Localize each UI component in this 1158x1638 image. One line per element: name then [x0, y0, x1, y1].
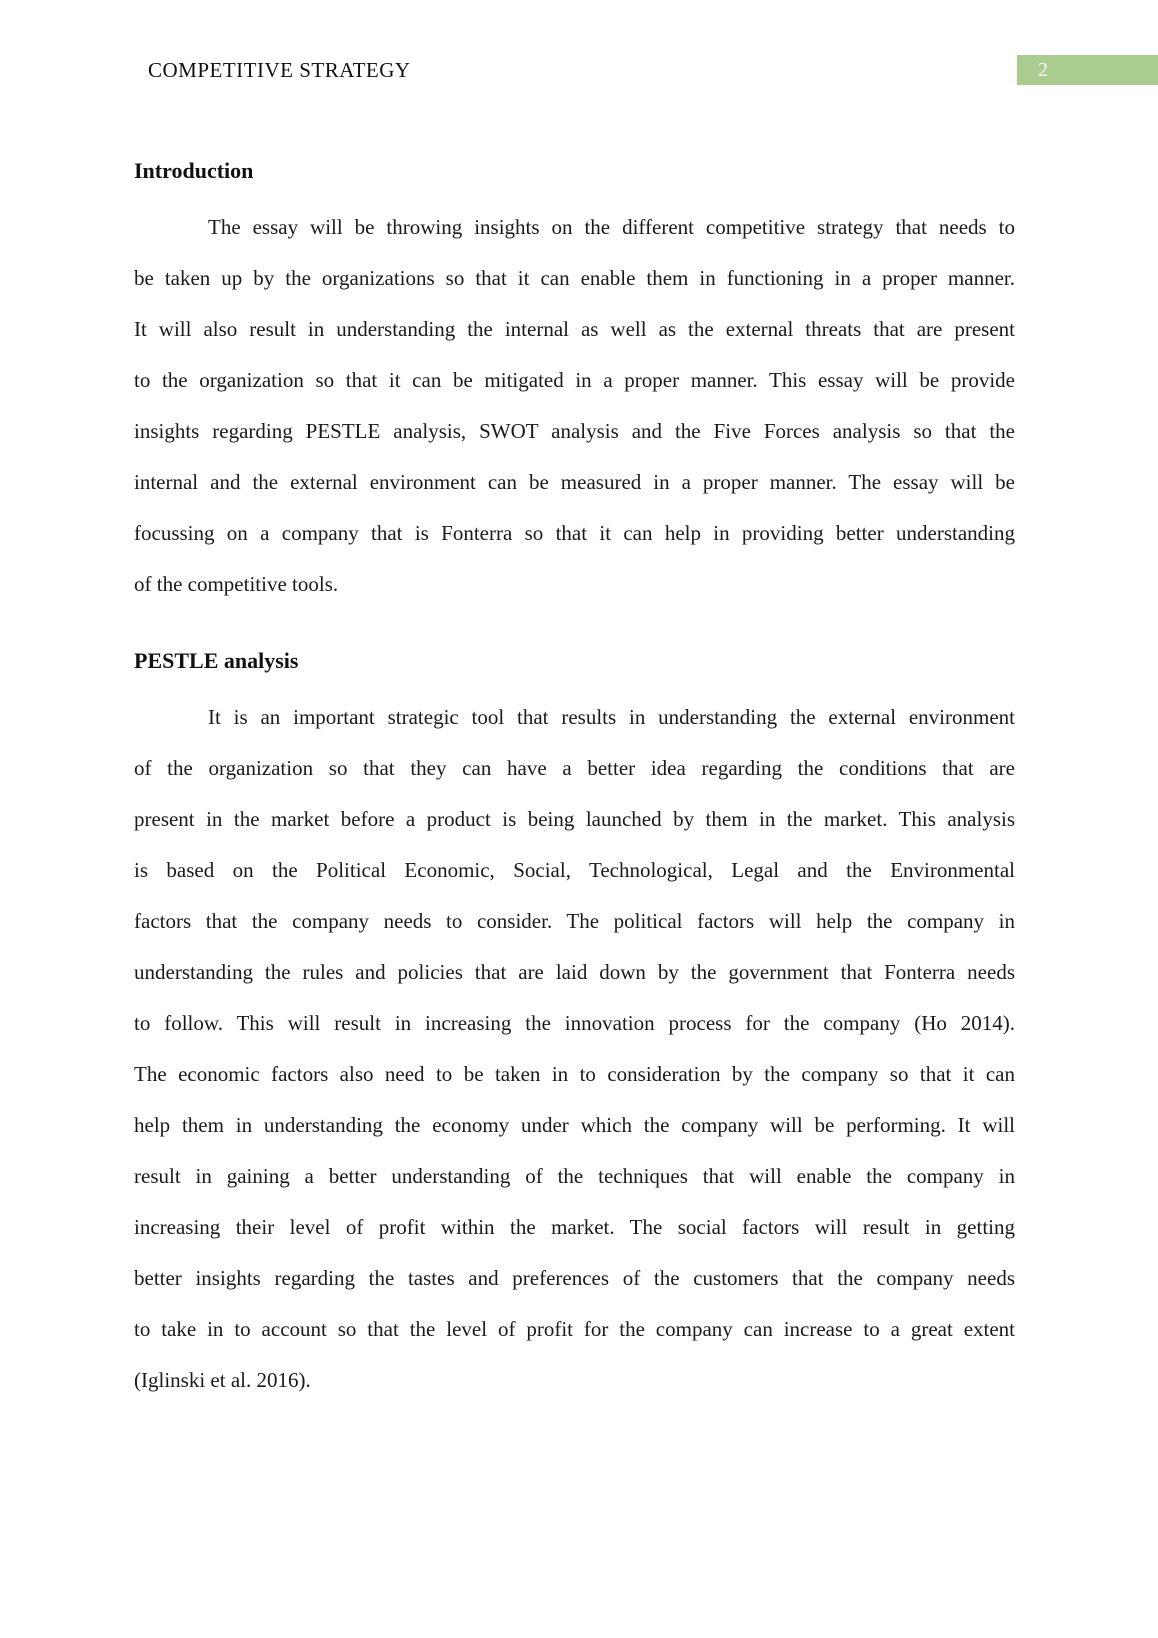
text-line: (Iglinski et al. 2016). — [134, 1368, 311, 1392]
text-line: insights regarding PESTLE analysis, SWOT analysis and the Five Forces analysis so that the — [134, 419, 1015, 443]
text-line: to follow. This will result in increasing the innovation process for the company (Ho 2014). — [134, 1011, 1015, 1035]
text-line: is based on the Political Economic, Social, Technological, Legal and the Environmental — [134, 858, 1015, 882]
paragraph-pestle-analysis — [134, 692, 1015, 1406]
page-number: 2 — [1038, 58, 1048, 81]
section-heading-pestle-analysis: PESTLE analysis — [134, 648, 299, 673]
text-line: The essay will be throwing insights on the different competitive strategy that needs to — [208, 215, 1015, 239]
text-line: to the organization so that it can be mitigated in a proper manner. This essay will be provide — [134, 368, 1015, 392]
text-line: focussing on a company that is Fonterra so that it can help in providing better understanding — [134, 521, 1015, 545]
text-line: to take in to account so that the level of profit for the company can increase to a great extent — [134, 1317, 1015, 1341]
paragraph-introduction — [134, 202, 1015, 610]
text-line: It is an important strategic tool that results in understanding the external environment — [208, 705, 1015, 729]
text-line: internal and the external environment can be measured in a proper manner. The essay will be — [134, 470, 1015, 494]
text-line: present in the market before a product is being launched by them in the market. This analysis — [134, 807, 1015, 831]
text-line: better insights regarding the tastes and preferences of the customers that the company needs — [134, 1266, 1015, 1290]
section-heading-introduction: Introduction — [134, 158, 254, 183]
text-line: help them in understanding the economy under which the company will be performing. It will — [134, 1113, 1015, 1137]
text-line: The economic factors also need to be taken in to consideration by the company so that it can — [134, 1062, 1015, 1086]
text-line: increasing their level of profit within the market. The social factors will result in getting — [134, 1215, 1015, 1239]
text-line: be taken up by the organizations so that it can enable them in functioning in a proper manner. — [134, 266, 1015, 290]
text-line: It will also result in understanding the internal as well as the external threats that are present — [134, 317, 1015, 341]
running-head: COMPETITIVE STRATEGY — [148, 58, 411, 82]
text-line: result in gaining a better understanding of the techniques that will enable the company in — [134, 1164, 1015, 1188]
document-body — [134, 0, 1015, 1406]
text-line: of the competitive tools. — [134, 572, 339, 596]
page-number-box — [1017, 55, 1158, 85]
text-line: of the organization so that they can have a better idea regarding the conditions that are — [134, 756, 1015, 780]
text-line: factors that the company needs to consider. The political factors will help the company in — [134, 909, 1015, 933]
text-line: understanding the rules and policies that are laid down by the government that Fonterra needs — [134, 960, 1015, 984]
